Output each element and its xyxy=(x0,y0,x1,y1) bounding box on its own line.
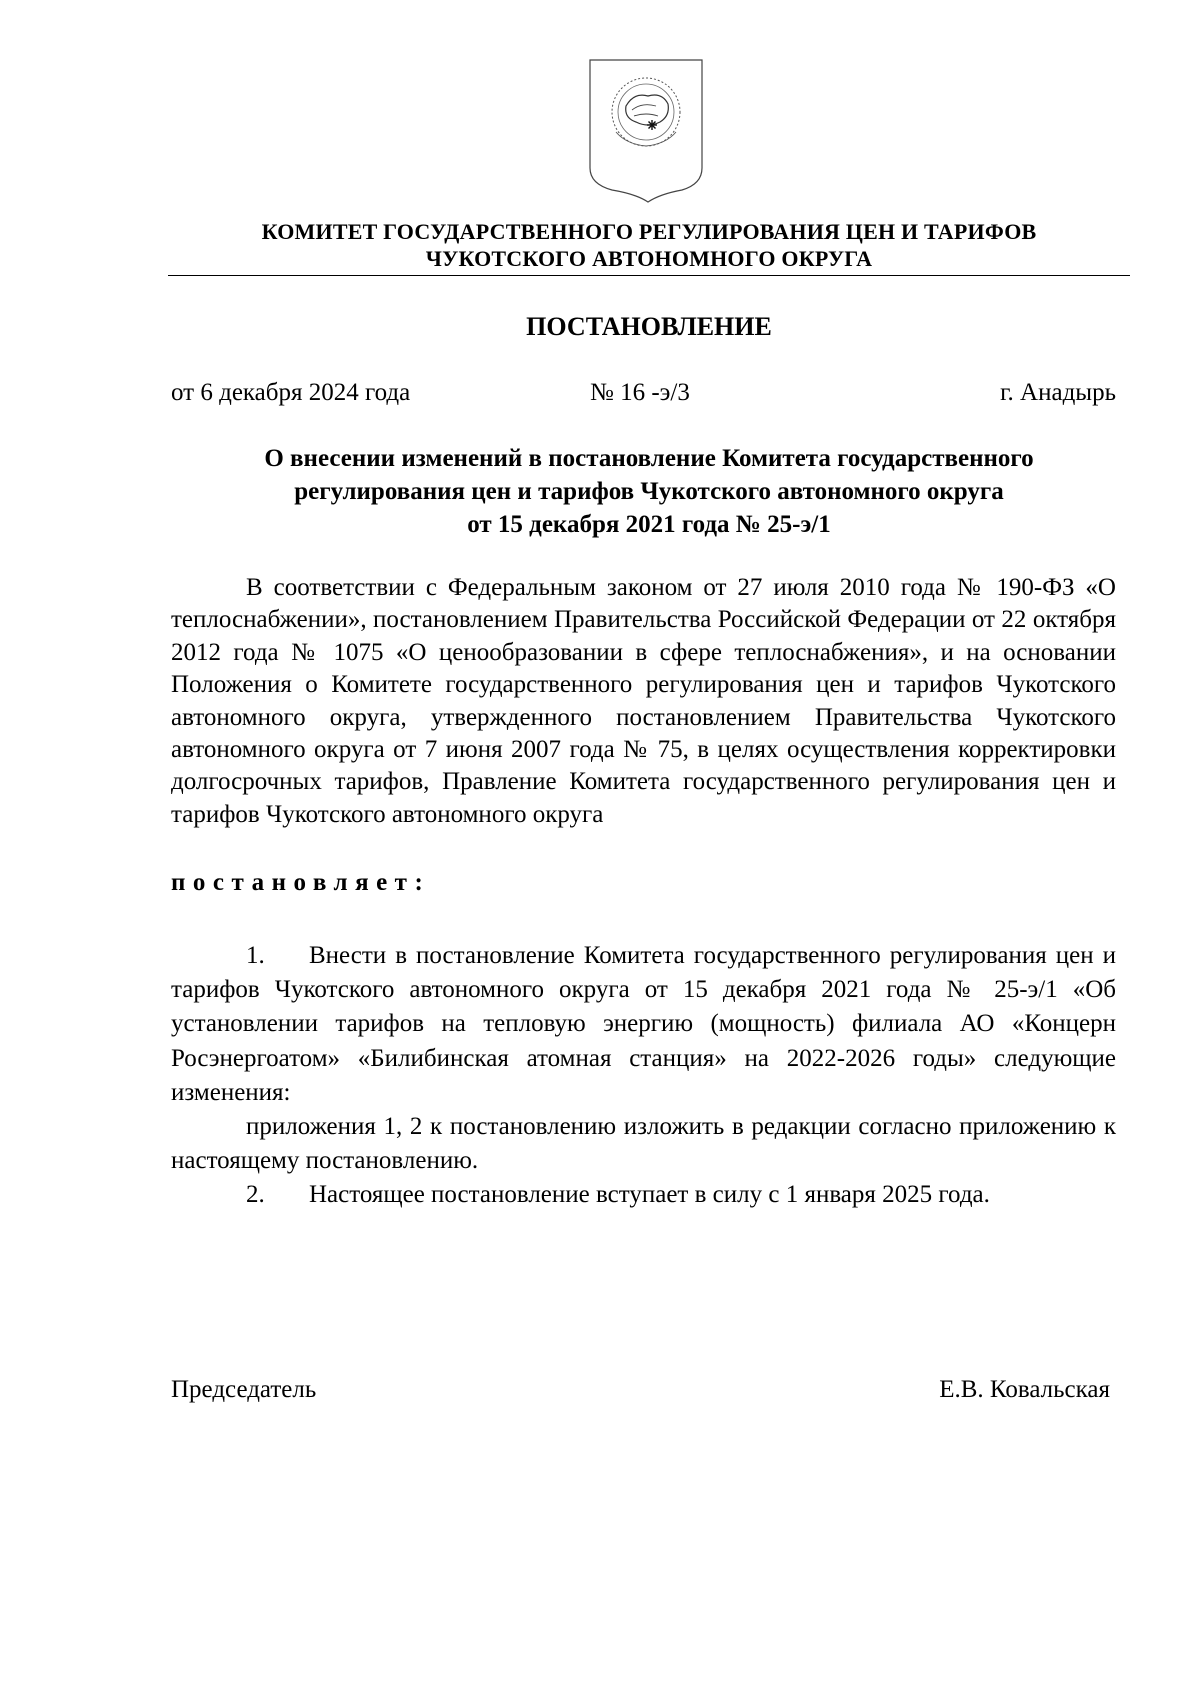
document-number: № 16 -э/3 xyxy=(590,379,690,406)
committee-name-line1: КОМИТЕТ ГОСУДАРСТВЕННОГО РЕГУЛИРОВАНИЯ ЦЕН И ТАРИФОВ xyxy=(261,219,1037,244)
item-2-text: Настоящее постановление вступает в силу с 1 января 2025 года. xyxy=(309,1181,990,1209)
committee-name xyxy=(168,218,1130,272)
preamble-paragraph: В соответствии с Федеральным законом от 27 июля 2010 года № 190-ФЗ «О теплоснабжении», постановлением Правительства Российской Федерации от 22 октября 2012 года № 1075 «О ценообразовании в сфере теплоснабжения», и на основании Положения о Комитете государственного регулирования цен и тарифов Чукотского автономного округа, утвержденного постановлением Правительства Чукотского автономного округа от 7 июня 2007 года № 75, в целях осуществления корректировки долгосрочных тарифов, Правление Комитета государственного регулирования цен и тарифов Чукотского автономного округа xyxy=(171,574,1116,828)
document-type-title: ПОСТАНОВЛЕНИЕ xyxy=(526,312,772,341)
signatory-role: Председатель xyxy=(171,1376,317,1403)
document-place: г. Анадырь xyxy=(1000,379,1116,406)
item-1-number: 1. xyxy=(246,942,265,969)
document-date: от 6 декабря 2024 года xyxy=(171,379,411,406)
coat-of-arms-icon xyxy=(586,56,706,204)
item-1-text: Внести в постановление Комитета государственного регулирования цен и тарифов Чукотского автономного округа от 15 декабря 2021 года № 25-э/1 «Об установлении тарифов на тепловую энергию (мощность) филиала АО «Концерн Росэнергоатом» «Билибинская атомная станция» на 2022-2026 годы» следующие изменения: xyxy=(171,942,1116,1106)
item-2 xyxy=(171,1178,1116,1212)
committee-name-line2: ЧУКОТСКОГО АВТОНОМНОГО ОКРУГА xyxy=(425,246,873,271)
header-divider xyxy=(168,275,1130,276)
item-1-sub: приложения 1, 2 к постановлению изложить в редакции согласно приложению к настоящему постановлению. xyxy=(171,1113,1116,1175)
resolution-items xyxy=(171,939,1116,1213)
document-subject xyxy=(168,442,1130,541)
item-2-number: 2. xyxy=(246,1181,265,1209)
subject-line2: регулирования цен и тарифов Чукотского автономного округа xyxy=(294,478,1004,505)
subject-line1: О внесении изменений в постановление Комитета государственного xyxy=(264,445,1034,472)
item-1 xyxy=(171,939,1116,1110)
preamble-block xyxy=(171,572,1116,831)
resolves-word: постановляет: xyxy=(171,869,431,896)
subject-line3: от 15 декабря 2021 года № 25-э/1 xyxy=(467,511,831,538)
signatory-name: Е.В. Ковальская xyxy=(939,1376,1110,1403)
